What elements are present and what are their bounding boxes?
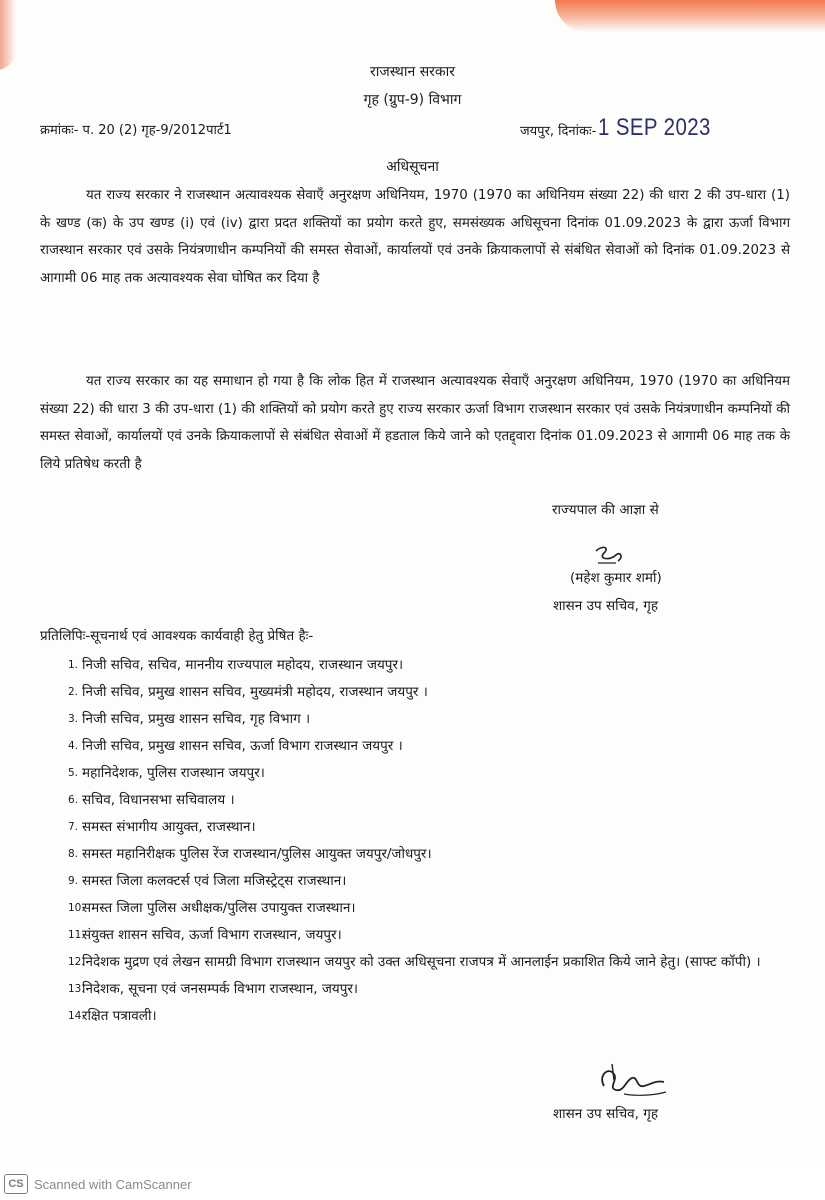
reference-number: क्रमांकः- प. 20 (2) गृह-9/2012पार्ट1 [40, 123, 232, 138]
scan-smudge-left [0, 0, 16, 70]
list-item-text: महानिदेशक, पुलिस राजस्थान जयपुर। [82, 765, 265, 781]
list-item [40, 868, 790, 895]
notification-paragraph-2: यत राज्य सरकार का यह समाधान हो गया है कि लोक हित में राजस्थान अत्यावश्यक सेवाएँ अनुरक्षण अधिनियम, 1970 (1970 का अधिनियम संख्या 22) की धारा 3 की उप-धारा (1) की शक्तियों को प्रयोग करते हुए राज्य सरकार ऊर्जा विभाग राजस्थान सरकार एवं उसके नियंत्रणाधीन कम्पनियों की समस्त सेवाओं, कार्यालयों एवं उनके क्रियाकलापों से संबंधित सेवाओं में हडताल किये जाने को एतद्द्वारा दिनांक 01.09.2023 से आगामी 06 माह तक के लिये प्रतिषेध करती है [40, 374, 790, 472]
notification-title: अधिसूचना [386, 159, 439, 175]
signatory-name: (महेश कुमार शर्मा) [570, 570, 662, 586]
list-item-number: 4. [68, 740, 79, 752]
copy-to-list [40, 652, 790, 1030]
scanner-footer [0, 1168, 825, 1200]
signature-mark-2 [594, 1058, 674, 1100]
list-item [40, 706, 790, 733]
list-item-text: रक्षित पत्रावली। [82, 1008, 157, 1024]
list-item-number: 8. [68, 848, 79, 860]
list-item-text: निजी सचिव, प्रमुख शासन सचिव, ऊर्जा विभाग राजस्थान जयपुर । [82, 738, 403, 754]
list-item-text: निजी सचिव, सचिव, माननीय राज्यपाल महोदय, राजस्थान जयपुर। [82, 657, 404, 673]
list-item [40, 652, 790, 679]
list-item [40, 814, 790, 841]
list-item-number: 6. [68, 794, 79, 806]
scan-smudge-right [555, 0, 825, 32]
list-item-text: सचिव, विधानसभा सचिवालय । [82, 792, 235, 808]
list-item-text: निजी सचिव, प्रमुख शासन सचिव, गृह विभाग । [82, 711, 311, 727]
list-item-number: 1. [68, 659, 79, 671]
list-item-number: 5. [68, 767, 79, 779]
list-item [40, 841, 790, 868]
list-item-text: समस्त जिला कलक्टर्स एवं जिला मजिस्ट्रेट्स राजस्थान। [82, 873, 347, 889]
list-item [40, 922, 790, 949]
list-item-number: 11. [68, 929, 85, 941]
list-item-number: 13. [68, 983, 85, 995]
department-name: गृह (ग्रुप-9) विभाग [363, 92, 462, 108]
list-item [40, 733, 790, 760]
list-item [40, 679, 790, 706]
list-item [40, 895, 790, 922]
list-item-text: समस्त संभागीय आयुक्त, राजस्थान। [82, 819, 256, 835]
list-item [40, 1003, 790, 1030]
list-item-number: 9. [68, 875, 79, 887]
list-item-text: निदेशक मुद्रण एवं लेखन सामग्री विभाग राजस्थान जयपुर को उक्त अधिसूचना राजपत्र में आनलाईन प्रकाशित किये जाने हेतु। (साफ्ट कॉपी) । [82, 954, 761, 970]
list-item-text: समस्त जिला पुलिस अधीक्षक/पुलिस उपायुक्त राजस्थान। [82, 900, 356, 916]
list-item-number: 10. [68, 902, 85, 914]
list-item-text: निजी सचिव, प्रमुख शासन सचिव, मुख्यमंत्री महोदय, राजस्थान जयपुर । [82, 684, 428, 700]
scanner-watermark-text: Scanned with CamScanner [34, 1176, 192, 1192]
by-order-line: राज्यपाल की आज्ञा से [552, 502, 659, 518]
place-label: जयपुर, दिनांकः- [520, 124, 597, 139]
signatory-title: शासन उप सचिव, गृह [553, 598, 658, 614]
list-item [40, 760, 790, 787]
notification-paragraph-1: यत राज्य सरकार ने राजस्थान अत्यावश्यक सेवाएँ अनुरक्षण अधिनियम, 1970 (1970 का अधिनियम संख्या 22) की धारा 2 की उप-धारा (1) के खण्ड (क) के उप खण्ड (i) एवं (iv) द्वारा प्रदत शक्तियों का प्रयोग करते हुए, समसंख्यक अधिसूचना दिनांक 01.09.2023 के द्वारा ऊर्जा विभाग राजस्थान सरकार एवं उसके नियंत्रणाधीन कम्पनियों की समस्त सेवाओं, कार्यालयों एवं उनके क्रियाकलापों से संबंधित सेवाओं को दिनांक 01.09.2023 से आगामी 06 माह तक अत्यावश्यक सेवा घोषित कर दिया है [40, 188, 790, 286]
list-item [40, 787, 790, 814]
copy-to-heading: प्रतिलिपिः-सूचनार्थ एवं आवश्यक कार्यवाही हेतु प्रेषित हैः- [40, 628, 314, 644]
list-item-number: 2. [68, 686, 79, 698]
camscanner-logo-icon: CS [4, 1174, 28, 1194]
place-date [520, 114, 731, 142]
list-item-number: 7. [68, 821, 79, 833]
signatory-title-2: शासन उप सचिव, गृह [553, 1106, 658, 1122]
list-item [40, 976, 790, 1003]
government-name: राजस्थान सरकार [370, 64, 455, 80]
list-item-text: समस्त महानिरीक्षक पुलिस रेंज राजस्थान/पुलिस आयुक्त जयपुर/जोधपुर। [82, 846, 432, 862]
date-stamp: 1 SEP 2023 [598, 114, 712, 141]
list-item-number: 14. [68, 1010, 85, 1022]
list-item-text: संयुक्त शासन सचिव, ऊर्जा विभाग राजस्थान, जयपुर। [82, 927, 342, 943]
list-item-number: 3. [68, 713, 79, 725]
list-item-text: निदेशक, सूचना एवं जनसम्पर्क विभाग राजस्थान, जयपुर। [82, 981, 359, 997]
list-item [40, 949, 790, 976]
list-item-number: 12. [68, 956, 85, 968]
